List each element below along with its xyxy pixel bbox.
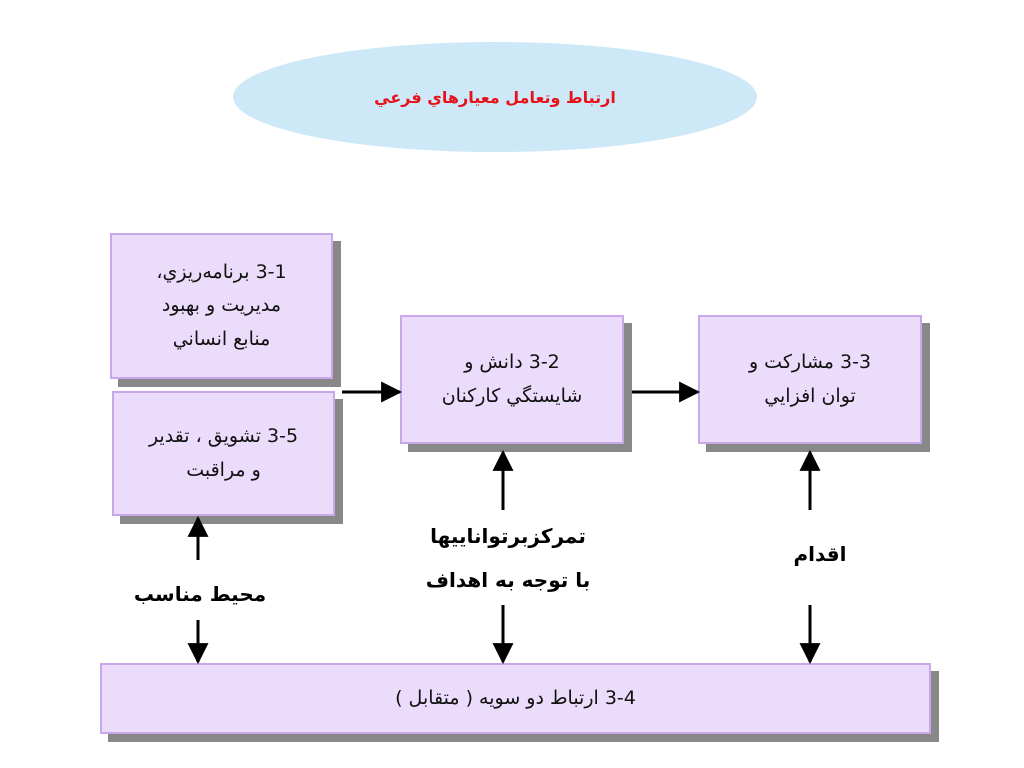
box-3-1-text: 3-1 برنامه‌ريزي، مديريت و بهبود منابع انساني: [156, 261, 287, 350]
label-action: اقدام: [793, 542, 847, 566]
label-environment: محيط مناسب: [133, 582, 267, 606]
box-3-2-text: 3-2 دانش و شايستگي كاركنان: [441, 351, 583, 407]
box-3-4-text: 3-4 ارتباط دو سويه ( متقابل ): [395, 686, 636, 709]
box-3-5-text: 3-5 تشويق ، تقدير و مراقبت: [148, 425, 299, 481]
diagram-title: ارتباط وتعامل معيارهاي فرعي: [374, 87, 616, 107]
box-3-3-text: 3-3 مشاركت و توان افزايي: [748, 351, 872, 407]
label-focus: تمركزبرتواناييها با توجه به اهداف: [425, 524, 591, 592]
